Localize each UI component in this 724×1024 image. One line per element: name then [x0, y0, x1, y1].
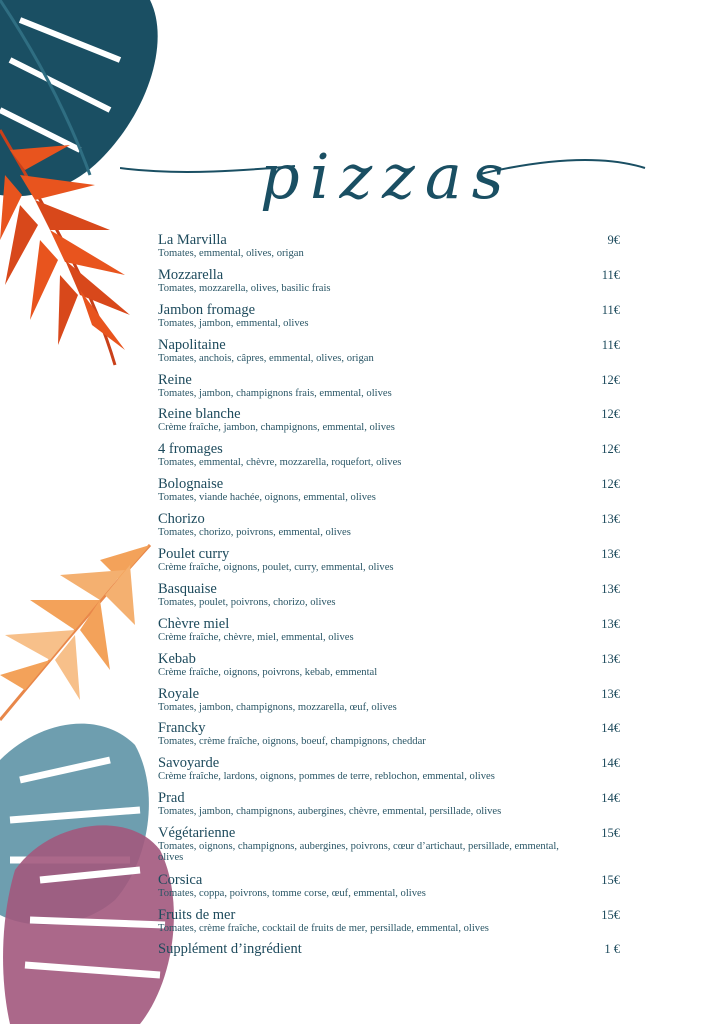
item-name: La Marvilla [158, 232, 227, 248]
item-description: Tomates, jambon, emmental, olives [158, 317, 309, 329]
item-name: Reine blanche [158, 406, 241, 423]
item-price: 15€ [601, 826, 620, 841]
item-name: Reine [158, 371, 192, 388]
item-name: Francky [158, 720, 206, 737]
item-price: 11€ [601, 337, 620, 352]
menu-item [158, 582, 620, 617]
item-price: 13€ [601, 616, 620, 631]
item-name: Végétarienne [158, 825, 236, 842]
item-description: Tomates, oignons, champignons, aubergines, poivrons, cœur d’artichaut, persillade, emmental, olives [158, 841, 559, 864]
item-price: 13€ [601, 651, 620, 666]
item-description: Tomates, crème fraîche, oignons, boeuf, champignons, cheddar [158, 736, 426, 748]
item-price: 12€ [601, 477, 620, 492]
item-name: Chorizo [158, 511, 205, 528]
menu-item [158, 908, 620, 943]
item-price: 13€ [601, 547, 620, 562]
item-price: 15€ [601, 872, 620, 887]
supplement-item [158, 942, 620, 977]
item-description: Crème fraîche, oignons, poulet, curry, emmental, olives [158, 562, 394, 574]
item-price: 13€ [601, 686, 620, 701]
menu-title: pizzas [260, 140, 514, 213]
menu-item [158, 721, 620, 756]
menu-item [158, 407, 620, 442]
item-description: Tomates, emmental, olives, origan [158, 248, 304, 259]
item-description: Tomates, jambon, champignons, aubergines, chèvre, emmental, persillade, olives [158, 806, 502, 818]
item-price: 12€ [601, 442, 620, 457]
item-description: Crème fraîche, lardons, oignons, pommes de terre, reblochon, emmental, olives [158, 771, 495, 783]
item-description: Crème fraîche, jambon, champignons, emmental, olives [158, 422, 395, 434]
item-price: 15€ [601, 907, 620, 922]
item-price: 14€ [601, 791, 620, 806]
menu-item [158, 873, 620, 908]
menu-item [158, 268, 620, 303]
item-name: Chèvre miel [158, 615, 230, 632]
item-description: Tomates, mozzarella, olives, basilic frais [158, 282, 331, 294]
menu-item [158, 338, 620, 373]
item-price: 11€ [601, 302, 620, 317]
item-name: Mozzarella [158, 266, 224, 283]
item-description: Tomates, viande hachée, oignons, emmental, olives [158, 492, 376, 504]
menu-item [158, 756, 620, 791]
supplement-price: 1 € [604, 942, 620, 957]
item-description: Tomates, emmental, chèvre, mozzarella, roquefort, olives [158, 457, 402, 469]
item-price: 13€ [601, 512, 620, 527]
menu-item [158, 373, 620, 408]
item-description: Tomates, jambon, champignons, mozzarella, œuf, olives [158, 701, 397, 713]
item-price: 11€ [601, 267, 620, 282]
item-name: Corsica [158, 871, 203, 888]
item-name: Kebab [158, 650, 196, 667]
item-name: Prad [158, 790, 185, 807]
item-price: 14€ [601, 721, 620, 736]
item-price: 14€ [601, 756, 620, 771]
item-description: Tomates, chorizo, poivrons, emmental, olives [158, 527, 351, 539]
menu-item [158, 547, 620, 582]
item-price: 12€ [601, 372, 620, 387]
item-description: Tomates, anchois, câpres, emmental, olives, origan [158, 352, 374, 364]
mauve-monstera-leaf-icon [3, 825, 174, 1024]
menu-item [158, 791, 620, 826]
menu-item [158, 442, 620, 477]
item-name: Basquaise [158, 580, 217, 597]
item-description: Tomates, crème fraîche, cocktail de fruits de mer, persillade, emmental, olives [158, 922, 489, 934]
item-description: Tomates, poulet, poivrons, chorizo, olives [158, 596, 336, 608]
menu-item [158, 617, 620, 652]
supplement-name: Supplément d’ingrédient [158, 941, 302, 958]
menu-item [158, 477, 620, 512]
menu-item [158, 303, 620, 338]
menu-item [158, 687, 620, 722]
item-name: Savoyarde [158, 755, 220, 772]
peach-palm-leaf-icon [0, 545, 150, 720]
item-price: 13€ [601, 581, 620, 596]
item-name: Napolitaine [158, 336, 226, 353]
item-description: Tomates, coppa, poivrons, tomme corse, œuf, emmental, olives [158, 887, 426, 899]
item-name: Jambon fromage [158, 301, 256, 318]
menu-item [158, 652, 620, 687]
item-name: Fruits de mer [158, 906, 236, 923]
item-name: Bolognaise [158, 476, 224, 493]
menu-item [158, 233, 620, 268]
pizza-menu [158, 233, 620, 977]
menu-item [158, 826, 620, 873]
item-name: Poulet curry [158, 546, 230, 563]
item-name: 4 fromages [158, 441, 223, 458]
item-name: Royale [158, 685, 200, 702]
item-description: Crème fraîche, oignons, poivrons, kebab, emmental [158, 666, 378, 678]
item-description: Tomates, jambon, champignons frais, emmental, olives [158, 387, 392, 399]
item-description: Crème fraîche, chèvre, miel, emmental, olives [158, 631, 354, 643]
item-price: 12€ [601, 407, 620, 422]
item-price: 9€ [607, 233, 620, 247]
menu-item [158, 512, 620, 547]
